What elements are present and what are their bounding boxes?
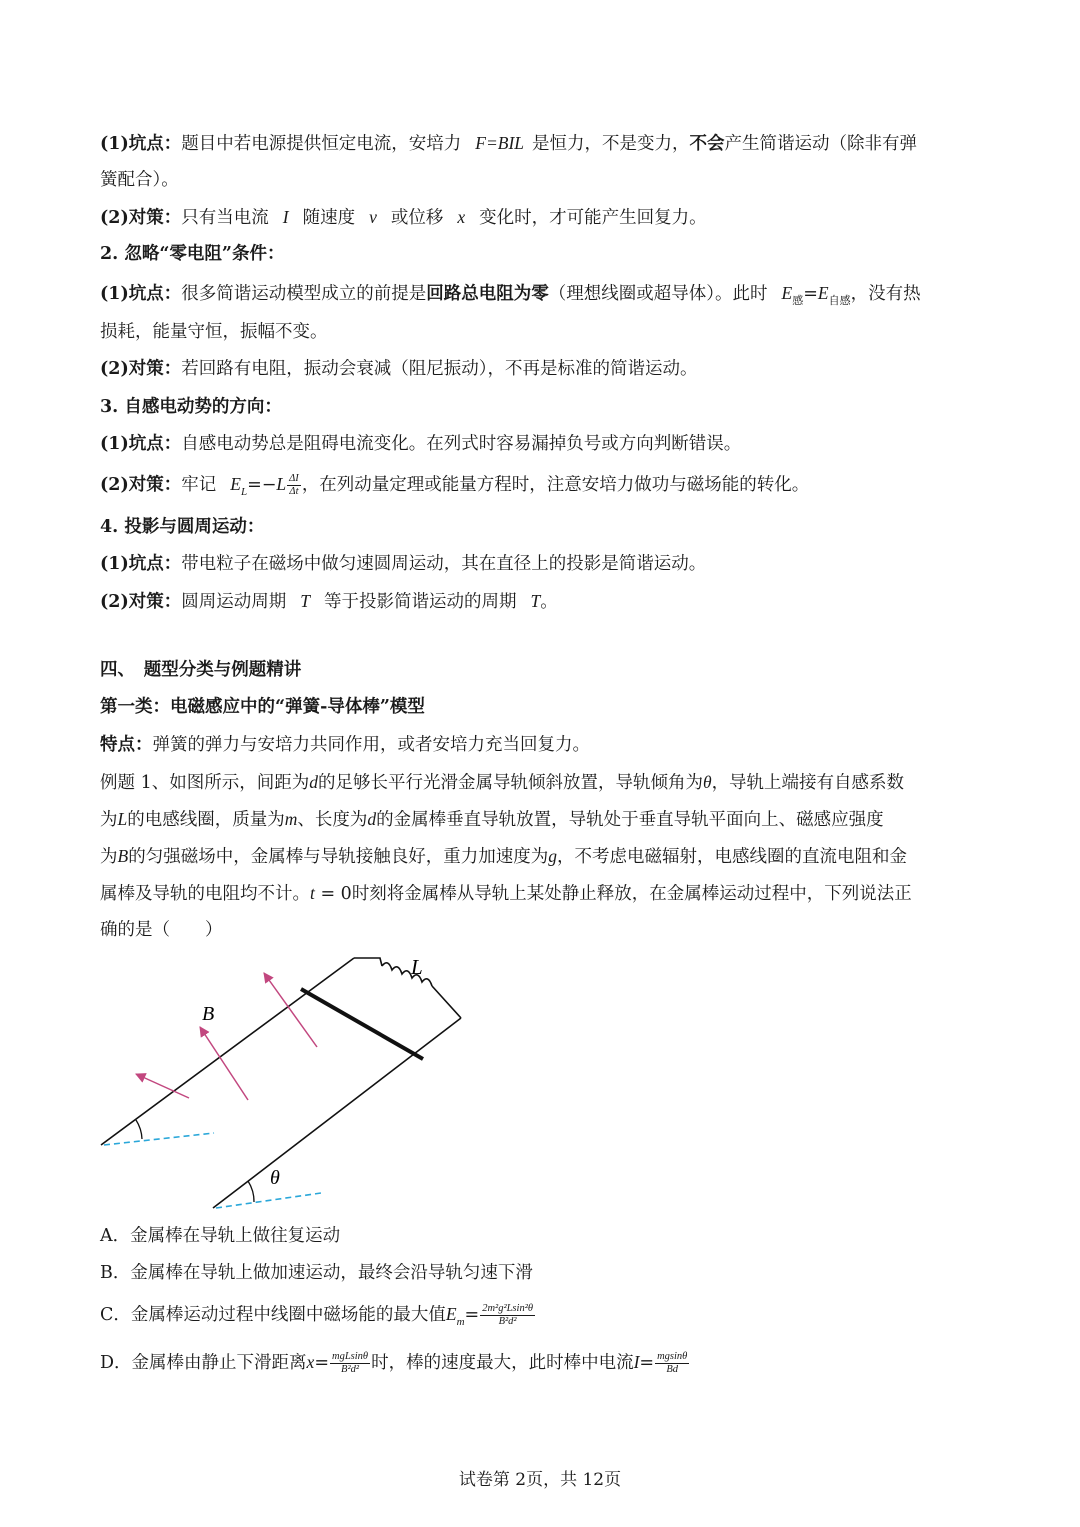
text: 的电感线圈，质量为 — [127, 810, 285, 830]
text: 簧配合）。 — [100, 170, 179, 190]
section-heading: 四、 题型分类与例题精讲 — [100, 660, 302, 680]
numerator: 2m²g²Lsin²θ — [482, 1303, 533, 1314]
pit2-line1 — [100, 281, 921, 313]
text: ，导轨上端接有自感系数 — [711, 773, 905, 793]
angle-arc — [136, 1120, 142, 1139]
equals: = — [314, 1353, 329, 1373]
text: 为 — [100, 810, 118, 830]
text: 只有当电流 — [181, 208, 269, 228]
var-L: L — [117, 809, 128, 829]
equals: = — [639, 1353, 655, 1373]
option-d — [100, 1350, 690, 1376]
inductor-coil — [382, 963, 432, 986]
example-line5: 确的是（ ） — [100, 920, 223, 940]
field-label: B — [202, 1003, 215, 1025]
text: 例题 1、如图所示，间距为 — [100, 773, 310, 793]
category-title: 第一类：电磁感应中的“弹簧-导体棒”模型 — [100, 697, 425, 717]
pit4-title: 4. 投影与圆周运动： — [100, 517, 265, 537]
pit3-label1: (1)坑点： — [100, 434, 182, 454]
text: ，不考虑电磁辐射，电感线圈的直流电阻和金 — [556, 847, 907, 867]
text: 时，棒的速度最大，此时棒中电流 — [371, 1353, 634, 1373]
text: ，没有热 — [850, 284, 921, 304]
text: 为 — [100, 847, 118, 867]
bold-text: 不会 — [689, 134, 725, 154]
text: 产生简谐运动（除非有弹 — [724, 134, 917, 154]
equals-zero: = 0 — [314, 884, 352, 904]
subscript: 自感 — [828, 294, 851, 307]
subscript: L — [240, 486, 248, 498]
var-E: E — [817, 283, 829, 303]
option-a: A．金属棒在导轨上做往复运动 — [100, 1226, 341, 1246]
metal-rod — [301, 989, 423, 1059]
example-line1 — [100, 770, 904, 795]
pit3-title: 3. 自感电动势的方向： — [100, 397, 282, 417]
numerator: ΔI — [289, 473, 299, 484]
option-c — [100, 1302, 536, 1334]
denominator: Bd — [666, 1364, 679, 1375]
var-d: d — [309, 772, 318, 792]
pit2-title: 2. 忽略“零电阻”条件： — [100, 244, 285, 264]
field-arrow — [264, 973, 317, 1047]
horizontal-reference — [104, 1133, 214, 1145]
var-m: m — [284, 809, 298, 829]
connector-wire — [354, 958, 382, 966]
pit2-line3 — [100, 357, 698, 381]
denominator: B²d² — [498, 1316, 517, 1327]
field-arrow — [200, 1027, 248, 1100]
denominator: Δt — [289, 486, 299, 497]
text: 圆周运动周期 — [181, 592, 287, 612]
horizontal-reference — [216, 1193, 321, 1208]
text: 。 — [540, 592, 558, 612]
text: 自感电动势总是阻碍电流变化。在列式时容易漏掉负号或方向判断错误。 — [181, 434, 742, 454]
text: 弹簧的弹力与安培力共同作用，或者安培力充当回复力。 — [152, 735, 590, 755]
numerator: mgsinθ — [657, 1351, 688, 1362]
fraction-I — [655, 1351, 689, 1376]
text: ，在列动量定理或能量方程时，注意安培力做功与磁场能的转化。 — [301, 475, 810, 495]
text: 、长度为 — [297, 810, 368, 830]
var-d: d — [367, 809, 377, 829]
feature-line — [100, 733, 590, 757]
example-line3 — [100, 844, 907, 869]
var-v: v — [369, 207, 377, 227]
text: D．金属棒由静止下滑距离 — [100, 1353, 307, 1373]
var-g: g — [548, 846, 557, 866]
text: 时刻将金属棒从导轨上某处静止释放，在金属棒运动过程中，下列说法正 — [351, 884, 912, 904]
text: C．金属棒运动过程中线圈中磁场能的最大值 — [100, 1305, 446, 1325]
pit4-label1: (1)坑点： — [100, 554, 182, 574]
bold-text: 回路总电阻为零 — [426, 284, 549, 304]
text: 是恒力，不是变力， — [532, 134, 690, 154]
var-x: x — [306, 1352, 315, 1372]
var-t: t — [310, 883, 315, 903]
text: 带电粒子在磁场中做匀速圆周运动，其在直径上的投影是简谐运动。 — [181, 554, 707, 574]
text: 的金属棒垂直导轨放置，导轨处于垂直导轨平面向上、磁感应强度 — [376, 810, 884, 830]
var-B: B — [117, 846, 129, 866]
pit1-line2 — [100, 168, 179, 192]
pit3-line1 — [100, 432, 741, 456]
text: 随速度 — [302, 208, 356, 228]
text: 变化时，才可能产生回复力。 — [479, 208, 707, 228]
pit1-line1 — [100, 131, 917, 156]
upper-rail — [101, 958, 354, 1145]
fraction-dI-dt — [287, 473, 301, 498]
equals: =− — [247, 475, 277, 495]
var-L: L — [276, 474, 287, 494]
pit4-line2 — [100, 589, 558, 614]
var-theta: θ — [702, 772, 712, 792]
var-I: I — [282, 207, 289, 227]
example-line2 — [100, 807, 884, 832]
var-T: T — [530, 591, 541, 611]
var-E: E — [781, 283, 793, 303]
var-T: T — [300, 591, 310, 611]
pit1-label1: (1)坑点： — [100, 134, 182, 154]
pit3-line2 — [100, 472, 809, 504]
pit4-label2: (2)对策： — [100, 592, 182, 612]
text: （理想线圈或超导体）。此时 — [548, 284, 768, 304]
text: 很多简谐运动模型成立的前提是 — [181, 284, 427, 304]
var-E: E — [230, 474, 241, 494]
text: 题目中若电源提供恒定电流，安培力 — [181, 134, 462, 154]
text: 若回路有电阻，振动会衰减（阻尼振动），不再是标准的简谐运动。 — [181, 359, 698, 379]
connector-wire — [432, 986, 461, 1018]
example-line4 — [100, 881, 912, 906]
denominator: B²d² — [341, 1364, 360, 1375]
equals: = — [803, 284, 818, 304]
page-footer: 试卷第 2页，共 12页 — [458, 1470, 622, 1490]
inductor-label: L — [411, 955, 423, 979]
incline-rails-diagram — [96, 950, 466, 1215]
text: 或位移 — [390, 208, 444, 228]
angle-arc — [248, 1181, 254, 1202]
pit1-line3 — [100, 205, 707, 230]
pit1-label2: (2)对策： — [100, 208, 182, 228]
subscript: 感 — [792, 294, 804, 307]
feature-label: 特点： — [100, 735, 153, 755]
fraction-em — [480, 1303, 535, 1328]
var-x: x — [457, 207, 466, 227]
numerator: mgLsinθ — [331, 1351, 369, 1362]
option-b: B．金属棒在导轨上做加速运动，最终会沿导轨匀速下滑 — [100, 1263, 533, 1283]
var-I: I — [633, 1352, 640, 1372]
equals: = — [464, 1305, 480, 1325]
text: 等于投影简谐运动的周期 — [323, 592, 517, 612]
pit3-label2: (2)对策： — [100, 475, 182, 495]
pit4-line1 — [100, 552, 706, 576]
var-E: E — [445, 1304, 457, 1324]
text: 属棒及导轨的电阻均不计。 — [100, 884, 310, 904]
text: 牢记 — [181, 475, 217, 495]
pit2-label1: (1)坑点： — [100, 284, 182, 304]
lower-rail — [213, 1018, 461, 1208]
text: 的足够长平行光滑金属导轨倾斜放置，导轨倾角为 — [317, 773, 703, 793]
subscript: m — [456, 1316, 465, 1328]
text: 的匀强磁场中，金属棒与导轨接触良好，重力加速度为 — [128, 847, 549, 867]
pit2-label2: (2)对策： — [100, 359, 182, 379]
angle-label: θ — [270, 1167, 280, 1189]
fraction-x — [330, 1351, 370, 1376]
formula-fbil: F=BIL — [475, 133, 524, 153]
pit2-line2: 损耗，能量守恒，振幅不变。 — [100, 322, 328, 342]
